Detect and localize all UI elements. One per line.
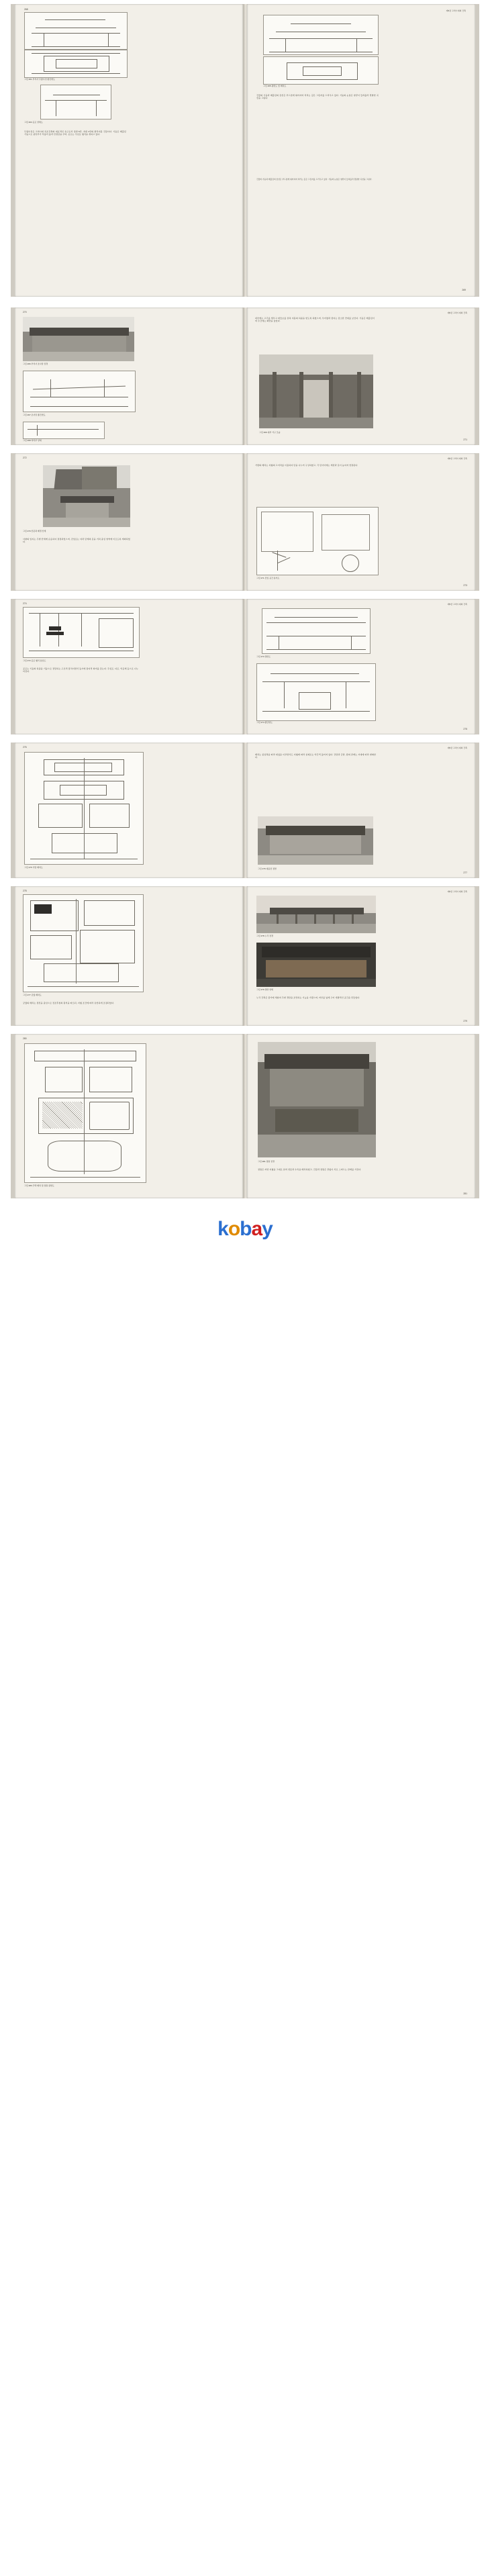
figure-plan-drawing-gate — [263, 56, 379, 85]
caption-fig-272: 그림 272 공포 형식 분류도 — [23, 659, 46, 662]
body-text-right-5: 배치는 중심축을 따라 대칭을 이루면서도 지형에 따라 실제로는 약간씩 틀어져 있다. 강당과 금당, 탑의 관계는 시대에 따라 변화한다. — [255, 753, 376, 759]
running-head-right-2: 제5장 고려시대의 건축 — [447, 312, 467, 314]
page-number-281: 281 — [463, 1192, 467, 1195]
brand-letter-b: b — [240, 1218, 252, 1240]
body-text-right-1: 건물의 기둥과 배흘림의 곱선은 부드럽게 휘어지며 처리는 깊은 그림자를 드리우고 있다. 기둥의 눈섭은 양끝이 들려올라 경쿨한 곡선을 그린다. — [256, 94, 379, 100]
figure-site-plan-temple-complex — [24, 752, 144, 865]
right-page-1 — [247, 4, 475, 297]
page-number-279: 279 — [463, 1020, 467, 1022]
figure-section-drawing-hall — [24, 12, 128, 50]
caption-fig-263: 그림 263 공포 상세도 — [24, 121, 43, 124]
brand-letter-y: y — [262, 1218, 273, 1240]
caption-fig-265: 그림 265 평면도 및 배치도 — [263, 85, 287, 87]
caption-fig-270: 그림 270 산문과 배경 산세 — [23, 530, 46, 532]
left-page-5 — [15, 743, 243, 878]
left-page-3 — [15, 453, 243, 591]
brand-letter-a: a — [251, 1218, 262, 1240]
caption-fig-266: 그림 266 부석사 조사당 전경 — [23, 363, 48, 365]
spread-3 — [0, 453, 490, 598]
caption-fig-281: 그림 281 정원 전경 — [258, 1160, 275, 1163]
right-page-3 — [247, 453, 475, 591]
figure-elevation-drawing-gate — [263, 15, 379, 55]
body-text-left-6: 궁궐의 배치는 정전을 중심으로 전조후침의 원칙을 따르되, 지형 조건에 따라 유연하게 조정되었다. — [23, 1002, 115, 1004]
page-number-269: 269 — [462, 289, 466, 291]
right-page-4 — [247, 599, 475, 734]
spread-5 — [0, 743, 490, 885]
page-number-278: 278 — [23, 890, 27, 892]
photo-courtyard-garden — [258, 1042, 376, 1157]
page-number-280: 280 — [23, 1037, 27, 1040]
right-page-6 — [247, 886, 475, 1026]
brand-letter-k: k — [217, 1218, 228, 1240]
caption-fig-271: 그림 271 진입 공간 분석도 — [256, 577, 280, 579]
caption-fig-277: 그림 277 궁궐 배치도 — [23, 994, 42, 996]
caption-fig-269: 그림 269 내부 가구 모습 — [259, 431, 281, 434]
caption-fig-276: 그림 276 대웅전 정면 — [258, 867, 277, 870]
left-page-7 — [15, 1034, 243, 1198]
page-number-274: 274 — [23, 602, 27, 605]
running-head-right-1: 제5장 고려시대의 건축 — [446, 9, 466, 12]
brand-logo — [217, 1218, 273, 1241]
caption-fig-273: 그림 273 정면도 — [256, 655, 271, 658]
photo-hall-facade-night — [256, 943, 376, 987]
brand-letter-o: o — [228, 1218, 240, 1240]
page-number-273: 273 — [463, 584, 467, 587]
figure-section-drawing-two-story-hall — [256, 663, 376, 721]
body-text-left-1: 무량수전은 고려시대 목조건축의 대표적인 유구로서 정면 5칸, 측면 3칸의 팔작지붕 건물이다. 기둥은 배흘림기둥으로 중앙부가 부풀어 올라 안정감을 주며, 공포는 주심포 형식을 취하고 있다. — [24, 130, 126, 136]
left-page-4 — [15, 599, 243, 734]
spread-7 — [0, 1034, 490, 1205]
caption-fig-274: 그림 274 종단면도 — [256, 721, 273, 724]
photo-main-hall-front — [258, 816, 373, 865]
page-number-270: 270 — [23, 311, 27, 314]
scan-area-4 — [11, 599, 479, 734]
caption-fig-261: 그림 261 부석사 무량수전 종단면도 — [24, 78, 56, 81]
spread-4 — [0, 599, 490, 741]
right-page-2 — [247, 307, 475, 445]
page-number-276: 276 — [23, 746, 27, 749]
photo-hall-exterior — [23, 317, 134, 361]
left-page-2 — [15, 307, 243, 445]
body-text-right-3: 가람의 배치는 지형의 고저차를 이용하여 단을 나누어 구성하였고, 각 단사이에는 계단과 문이 높여져 연결된다. — [255, 464, 358, 467]
scan-area-5 — [11, 743, 479, 878]
spread-2 — [0, 307, 490, 452]
running-head-right-5: 제5장 고려시대의 건축 — [447, 747, 467, 749]
left-page-6 — [15, 886, 243, 1026]
left-page-1 — [15, 4, 243, 297]
page-number-271: 271 — [463, 438, 467, 441]
page-number-272: 272 — [23, 457, 27, 459]
body-text-left-4: 공포는 기둥의 하중을 기둥으로 전달하는 구조적 장치이면서 동시에 장여적 의미를 갖는다. 주심포, 다포, 익공계 등으로 나누어진다. — [23, 667, 138, 673]
body-text-right-6: 누각 건축은 물가에 세워져 주변 경관을 조망하는 기능을 가졌으며, 마루를 넓게 두어 개방적인 공간을 만들었다. — [256, 996, 360, 999]
figure-section-drawing-roof-frame — [23, 371, 136, 412]
figure-perspective-bracket-detail — [40, 85, 111, 120]
scan-area-7 — [11, 1034, 479, 1198]
running-head-right-3: 제5장 고려시대의 건축 — [447, 457, 467, 460]
caption-fig-267: 그림 267 조사당 종단면도 — [23, 414, 46, 416]
page-number-268: 268 — [24, 8, 28, 11]
page-number-277: 277 — [463, 871, 467, 874]
caption-fig-280: 그림 280 주택 배치 및 정원 평면도 — [24, 1184, 54, 1187]
caption-fig-268: 그림 268 처리부 상세 — [23, 439, 42, 442]
spread-6 — [0, 886, 490, 1033]
caption-fig-275: 그림 275 가람 배치도 — [24, 866, 43, 869]
kobay-watermark — [0, 1205, 490, 1253]
photo-interior-corridor — [259, 354, 373, 428]
scan-area-1 — [11, 4, 479, 297]
figure-diagram-bracket-typology — [23, 607, 140, 658]
body-text-right-1b: 건물의 기둥과 배흘림의 곱선은 부드럽게 휘어지며 처리는 깊은 그림자를 드리우고 있다. 기둥의 눈섭은 양끝이 들려올라 경쿨한 곡선을 그린다. — [256, 179, 373, 181]
page-number-275: 275 — [463, 728, 467, 730]
figure-detail-drawing-eaves — [23, 422, 105, 439]
photo-pavilion-over-water — [256, 896, 376, 933]
body-text-left-3: 사찰의 입지는 주변 산세에 순응하여 결정되었으며, 진입로는 여러 단계의 문을 거쳐 중심 영역에 이르도록 계획되었다. — [23, 538, 130, 544]
figure-plan-drawing-hall — [24, 50, 128, 78]
running-head-right-4: 제5장 고려시대의 건축 — [447, 603, 467, 606]
photo-gate-and-mountain — [43, 465, 130, 527]
running-head-right-6: 제5장 고려시대의 건축 — [447, 890, 467, 893]
body-text-right-2: 내부에는 고주를 세우고 대들보를 걸쳐 지붕의 하중을 받도록 하였으며, 우미량과 장여는 검소한 견새를 보인다. 기둥은 배흘림이며 주간에는 화반을 놓았다. — [255, 317, 375, 323]
figure-diagram-tree-and-plan-analysis — [256, 507, 379, 575]
spread-1 — [0, 4, 490, 306]
scan-area-2 — [11, 307, 479, 445]
caption-fig-279: 그림 279 정면 상세 — [256, 988, 273, 991]
scan-area-6 — [11, 886, 479, 1026]
figure-site-plan-palace-precinct — [23, 894, 144, 992]
figure-elevation-drawing-two-story-hall — [262, 608, 371, 654]
scan-area-3 — [11, 453, 479, 591]
body-text-right-7: 정원은 자연 지형을 그대로 살려 연못과 수목을 배치하였고, 건물과 정원은 끝없이 서로 스며드는 관계를 가진다. — [258, 1168, 362, 1171]
right-page-5 — [247, 743, 475, 878]
caption-fig-278: 그림 278 누각 전경 — [256, 935, 273, 937]
right-page-7 — [247, 1034, 475, 1198]
figure-plan-drawing-house-with-garden — [24, 1043, 146, 1183]
